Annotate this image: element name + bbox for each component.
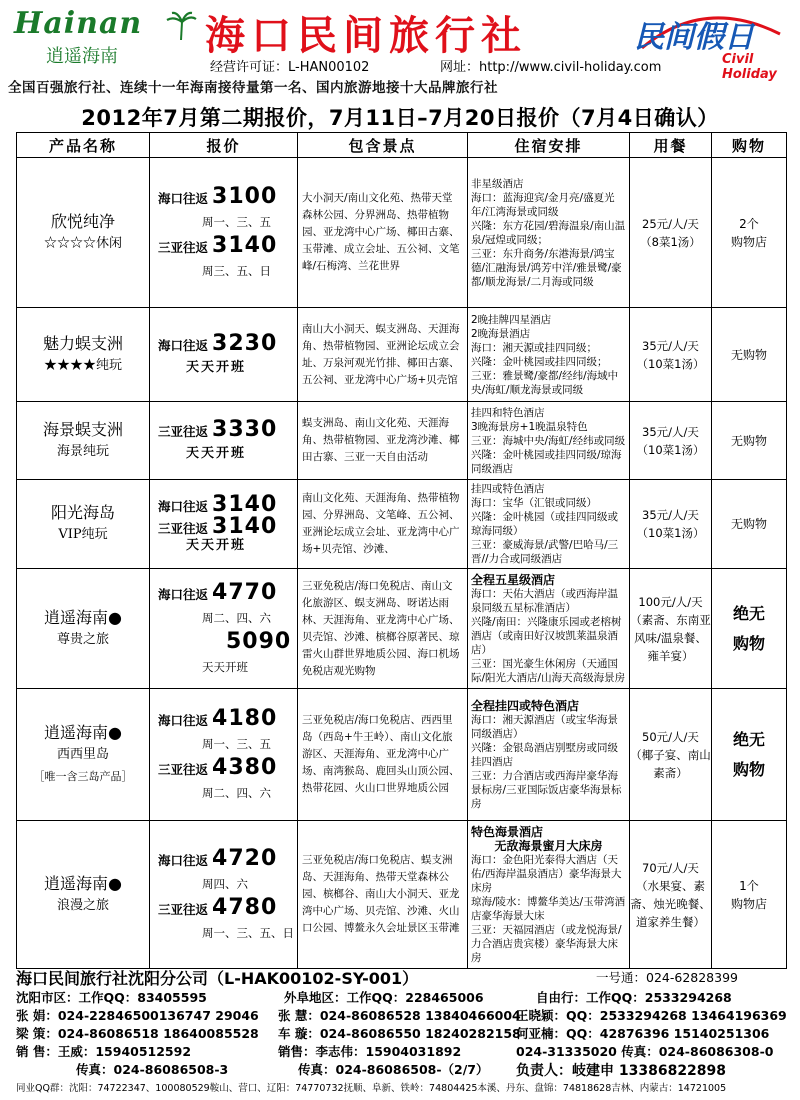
departure-days: 周二、四、六 — [202, 610, 271, 625]
hotel-line: 挂四或特色酒店 — [471, 483, 545, 495]
price-period: 2012年7月第二期报价，7月11日–7月20日报价（7月4日确认） — [81, 106, 719, 130]
table-row — [17, 308, 787, 402]
price-value: 3140 — [212, 492, 278, 517]
route: 三亚往返 — [158, 901, 209, 917]
shop-line: 购物店 — [730, 234, 767, 249]
product-name: 逍遥海南● — [44, 722, 122, 742]
product-note: ［唯一含三岛产品］ — [33, 769, 133, 783]
hotel-cell — [468, 308, 630, 402]
product-sub: ☆☆☆☆休闲 — [43, 235, 122, 251]
col-header: 产品名称 — [17, 133, 150, 158]
contact-line: 梁 策：024-86086518 18640085528 — [16, 1026, 259, 1041]
product-sub: ★★★★纯玩 — [43, 357, 122, 373]
shop-line: 无购物 — [730, 347, 767, 362]
col-header: 包含景点 — [298, 133, 468, 158]
contact-line: 王晓颖：QQ：2533294268 13464196369 — [516, 1008, 787, 1023]
route: 三亚往返 — [158, 239, 209, 255]
product-name: 欣悦纯净 — [50, 211, 115, 231]
hotel-cell — [468, 480, 630, 569]
shop-line: 绝无 — [732, 603, 765, 623]
contact-line: 沈阳市区：工作QQ：83405595 — [16, 990, 207, 1005]
shopping-cell — [712, 308, 787, 402]
meal-line: 35元/人/天 — [642, 338, 699, 353]
logo-cn: 逍遥海南 — [46, 46, 118, 67]
price-value: 3230 — [212, 331, 278, 356]
route: 三亚往返 — [158, 424, 209, 439]
price-value: 4720 — [212, 845, 278, 871]
sights-cell: 三亚免税店/海口免税店、南山文化旅游区、蜈支洲岛、呀诺达雨林、天涯海角、亚龙湾中心广场、贝壳馆、沙滩、槟榔谷原著民、琼雷火山群世界地质公园、海口机场免税店观光购物 — [298, 569, 468, 689]
hotel-line: 特色海景酒店 — [471, 824, 544, 839]
price-value: 3140 — [212, 514, 278, 539]
hotel-line: 三亚：海城中央/海虹/经纬或同级 — [471, 434, 626, 447]
contact-line: 传真：024-86086508-3 — [76, 1062, 229, 1077]
contact-line: 024-31335020 传真：024-86086308-0 — [516, 1044, 774, 1059]
sights-cell: 南山文化苑、天涯海角、热带植物园、分界洲岛、文笔峰、五公祠、亚洲论坛成立会址、亚龙湾中心广场+贝壳馆、沙滩、 — [298, 480, 468, 569]
product-sub: 尊贵之旅 — [56, 631, 109, 647]
hotel-line: 海口：宝华（汇银或同级） — [471, 497, 597, 509]
price-value: 4770 — [212, 579, 278, 605]
meal-line: 35元/人/天 — [642, 508, 699, 522]
sights-cell: 三亚免税店/海口免税店、西西里岛（西岛+牛王岭）、南山文化旅游区、天涯海角、亚龙湾中心广场、南湾猴岛、鹿回头山顶公园、热带花园、火山口世界地质公园 — [298, 689, 468, 821]
meal-line: （素斋、东南亚风味/温泉餐、 — [630, 612, 711, 645]
product-sub: 海景纯玩 — [56, 443, 109, 459]
product-name: 魅力蜈支洲 — [42, 333, 123, 353]
hotel-line: 海口：蓝海迎宾/金月亮/盛夏光年/江湾海景或同级 — [471, 191, 615, 218]
col-header: 报价 — [150, 133, 298, 158]
route: 海口往返 — [158, 712, 209, 728]
hotel-line: 海口：金色阳光泰得大酒店（天佑/西海岸温泉酒店）豪华海景大床房 — [471, 853, 622, 894]
product-sub: 西西里岛 — [56, 746, 109, 762]
product-name: 阳光海岛 — [50, 503, 115, 522]
route: 三亚往返 — [158, 761, 209, 777]
departure-days: 周三、五、日 — [202, 263, 271, 278]
price-cell — [150, 689, 298, 821]
brand-cn: 民间假日 — [634, 20, 754, 55]
table-row — [17, 569, 787, 689]
price-cell — [150, 308, 298, 402]
meal-line: 道家养生餐） — [636, 914, 705, 929]
product-sub: VIP纯玩 — [58, 527, 108, 542]
hotel-line: 非星级酒店 — [471, 177, 524, 190]
price-cell — [150, 480, 298, 569]
brand-en: Civil Holiday — [722, 52, 777, 82]
product-name-cell — [17, 689, 150, 821]
tagline: 全国百强旅行社、连续十一年海南接待量第一名、国内旅游地接十大品牌旅行社 — [8, 80, 498, 96]
hotel-line: 三亚：东升商务/东港海景/鸿宝德/汇融海景/鸿芳中洋/雅景鹭/豪都/顺龙海景/二月海或同级 — [471, 247, 622, 288]
product-sub: 浪漫之旅 — [56, 897, 109, 913]
col-header: 用餐 — [630, 133, 712, 158]
hotel-line: 三亚：国光豪生休闲房（天通国际/阳光大酒店/山海天高级海景房 — [471, 657, 626, 684]
price-value: 4780 — [212, 894, 278, 920]
daily-departure: 天天开班 — [186, 446, 247, 461]
website-url[interactable]: 网址：http://www.civil-holiday.com — [440, 60, 662, 75]
product-name: 逍遥海南● — [44, 873, 122, 893]
meal-line: 25元/人/天 — [642, 216, 699, 231]
meal-line: 斋、烛光晚餐、 — [630, 896, 711, 911]
departure-days: 周一、三、五、日 — [202, 925, 294, 940]
meal-cell — [630, 402, 712, 480]
product-name-cell — [17, 821, 150, 969]
hotel-line: 兴隆：金银岛酒店别墅房或同级挂四酒店 — [471, 741, 618, 768]
route: 海口往返 — [158, 586, 209, 602]
price-value: 5090 — [226, 628, 292, 654]
hotel-line: 三亚：雅景鹭/豪都/经纬/海域中央/海虹/顺龙海景或同级 — [471, 369, 619, 396]
license-number: 经营许可证：L-HAN00102 — [210, 60, 370, 75]
col-header: 购物 — [712, 133, 787, 158]
daily-departure: 天天开班 — [186, 538, 247, 553]
meal-cell — [630, 569, 712, 689]
meal-cell — [630, 158, 712, 308]
hotel-cell — [468, 821, 630, 969]
meal-cell — [630, 480, 712, 569]
shop-line: 2个 — [739, 216, 759, 231]
agency-title: 海口民间旅行社 — [205, 12, 527, 59]
departure-days: 周一、三、五 — [202, 736, 271, 751]
table-header — [17, 133, 787, 158]
contact-line: 传真：024-86086508-（2/7） — [298, 1062, 489, 1077]
route: 海口往返 — [158, 190, 209, 206]
shop-line: 购物店 — [730, 896, 767, 911]
meal-line: 70元/人/天 — [642, 860, 699, 875]
table-row — [17, 402, 787, 480]
price-cell — [150, 402, 298, 480]
meal-line: 100元/人/天 — [638, 594, 703, 609]
logo-en: Hainan — [14, 6, 143, 41]
route: 海口往返 — [158, 499, 209, 514]
page-header — [0, 0, 800, 104]
meal-line: 雍羊宴） — [647, 648, 694, 663]
contact-line: 销售：李志伟：15904031892 — [278, 1044, 462, 1059]
hotel-cell — [468, 402, 630, 480]
table-row — [17, 480, 787, 569]
contact-line: 何亚楠：QQ：42876396 15140251306 — [516, 1026, 770, 1041]
hotel-line: 兴隆：金叶桃园或挂四同级； — [471, 355, 608, 368]
product-name-cell — [17, 569, 150, 689]
daily-departure: 天天开班 — [186, 360, 247, 375]
hotel-line: 兴隆：金叶桃园或挂四同级/琼海同级酒店 — [471, 448, 622, 475]
hotel-line: 兴隆：金叶桃园（或挂四同级或琼海同级） — [471, 511, 618, 537]
contact-line: 自由行：工作QQ：2533294268 — [536, 990, 732, 1005]
price-value: 3330 — [212, 417, 278, 442]
hotel-line: 全程五星级酒店 — [471, 572, 556, 587]
meal-line: （10菜1汤） — [636, 356, 705, 371]
price-cell — [150, 821, 298, 969]
shopping-cell — [712, 689, 787, 821]
hotel-line: 琼海/陵水：博鳌华美达/玉带湾酒店豪华海景大床 — [471, 895, 626, 922]
price-table — [16, 132, 787, 969]
contact-line: 车 璇：024-86086550 18240282158 — [278, 1026, 521, 1041]
hotel-line: 三亚：豪威海景/武警/巴哈马/三晋//力合或同级酒店 — [471, 539, 619, 565]
hainan-logo — [14, 6, 194, 70]
contact-line: 张 娟：024-22846500136747 29046 — [16, 1008, 259, 1023]
departure-days: 天天开班 — [202, 659, 248, 674]
hotel-line: 兴隆：东方花园/碧海温泉/南山温泉/冠煌或同级； — [471, 219, 626, 246]
meal-cell — [630, 689, 712, 821]
shop-line: 绝无 — [732, 729, 765, 749]
contact-line: 外阜地区：工作QQ：228465006 — [284, 990, 484, 1005]
shop-line: 购物 — [732, 759, 765, 779]
sights-cell: 大小洞天/南山文化苑、热带天堂森林公园、分界洲岛、热带植物园、亚龙湾中心广场、椰田古寨、玉带滩、成立会址、五公祠、文笔峰/石梅湾、兰花世界 — [298, 158, 468, 308]
product-name: 海景蜈支洲 — [42, 419, 123, 439]
departure-days: 周一、三、五 — [202, 214, 271, 229]
civil-holiday-logo — [634, 8, 784, 82]
hotel-line: 海口：湘天源酒店（或宝华海景同级酒店） — [471, 713, 618, 740]
hotel-line: 海口：天佑大酒店（或西海岸温泉同级五星标准酒店） — [471, 587, 618, 614]
palm-icon — [164, 10, 198, 44]
price-cell — [150, 569, 298, 689]
hotel-line: 挂四和特色酒店 — [471, 406, 545, 419]
price-cell — [150, 158, 298, 308]
meal-line: 35元/人/天 — [642, 424, 699, 439]
meal-cell — [630, 821, 712, 969]
hotel-line: 无敌海景蜜月大床房 — [494, 838, 603, 853]
shopping-cell — [712, 569, 787, 689]
hotel-line: 全程挂四或特色酒店 — [471, 698, 580, 713]
meal-line: （水果宴、素 — [636, 878, 705, 893]
meal-line: （椰子宴、南山 — [630, 747, 711, 762]
contact-line: 张 慧：024-86086528 13840466004 — [278, 1008, 521, 1023]
hotel-line: 兴隆/南田：兴隆康乐园或老榕树酒店（或南田好汉坡凯莱温泉酒店） — [471, 615, 622, 656]
shop-line: 购物 — [732, 633, 765, 653]
shopping-cell — [712, 821, 787, 969]
product-name-cell — [17, 308, 150, 402]
hotel-line: 三亚：天福园酒店（或龙悦海景/力合酒店贵宾楼）豪华海景大床房 — [471, 923, 622, 964]
price-value: 4180 — [212, 705, 278, 731]
price-value: 4380 — [212, 754, 278, 780]
contact-line: 销 售：王威：15940512592 — [16, 1044, 192, 1059]
hotel-cell — [468, 569, 630, 689]
hotel-cell — [468, 158, 630, 308]
hotel-line: 2晚挂牌四星酒店 — [471, 313, 552, 326]
route: 海口往返 — [158, 852, 209, 868]
hotel-line: 2晚海景酒店 — [471, 327, 531, 340]
hotel-cell — [468, 689, 630, 821]
product-name-cell — [17, 402, 150, 480]
meal-cell — [630, 308, 712, 402]
departure-days: 周二、四、六 — [202, 785, 271, 800]
meal-line: 素斋） — [653, 765, 688, 780]
col-header: 住宿安排 — [468, 133, 630, 158]
product-name-cell — [17, 158, 150, 308]
hotel-line: 三亚：力合酒店或西海岸豪华海景标房/三亚国际饭店豪华海景标房 — [471, 769, 622, 810]
contact-line: 负责人：岐建申 13386822898 — [516, 1063, 727, 1079]
hotel-line: 海口：湘天源或挂四同级； — [471, 341, 597, 354]
sights-cell: 三亚免税店/海口免税店、蜈支洲岛、天涯海角、热带天堂森林公园、槟榔谷、南山大小洞天、亚龙湾中心广场、贝壳馆、沙滩、火山口公园、博鳌永久会址景区玉带滩 — [298, 821, 468, 969]
price-value: 3140 — [212, 232, 278, 258]
shopping-cell — [712, 402, 787, 480]
meal-line: （10菜1汤） — [636, 526, 705, 540]
meal-line: （10菜1汤） — [636, 442, 705, 457]
shop-line: 无购物 — [730, 517, 767, 531]
shop-line: 1个 — [739, 878, 759, 893]
route: 三亚往返 — [158, 521, 209, 536]
shopping-cell — [712, 480, 787, 569]
product-name: 逍遥海南● — [44, 607, 122, 627]
route: 海口往返 — [158, 338, 209, 353]
hotel-line: 3晚海景房+1晚温泉特色 — [471, 420, 588, 433]
product-name-cell — [17, 480, 150, 569]
qq-groups: 同业QQ群：沈阳：74722347、100080529鞍山、营口、辽阳：74770732抚顺、阜新、铁岭：74804425本溪、丹东、盘锦：74818628吉林、内蒙古：14721005 — [16, 1083, 727, 1094]
table-row — [17, 158, 787, 308]
meal-line: （8菜1汤） — [640, 234, 701, 249]
shopping-cell — [712, 158, 787, 308]
sights-cell: 蜈支洲岛、南山文化苑、天涯海角、热带植物园、亚龙湾沙滩、椰田古寨、三亚一天自由活动 — [298, 402, 468, 480]
meal-line: 50元/人/天 — [642, 729, 699, 744]
sights-cell: 南山大小洞天、蜈支洲岛、天涯海角、热带植物园、亚洲论坛成立会址、万泉河观光竹排、椰田古寨、五公祠、亚龙湾中心广场+贝壳馆 — [298, 308, 468, 402]
table-row — [17, 821, 787, 969]
table-row — [17, 689, 787, 821]
shop-line: 无购物 — [730, 433, 767, 448]
hotline: 一号通：024-62828399 — [596, 970, 738, 985]
price-value: 3100 — [212, 183, 278, 209]
departure-days: 周四、六 — [202, 876, 248, 891]
branch-company: 海口民间旅行社沈阳分公司（L-HAK00102-SY-001） — [16, 969, 419, 988]
